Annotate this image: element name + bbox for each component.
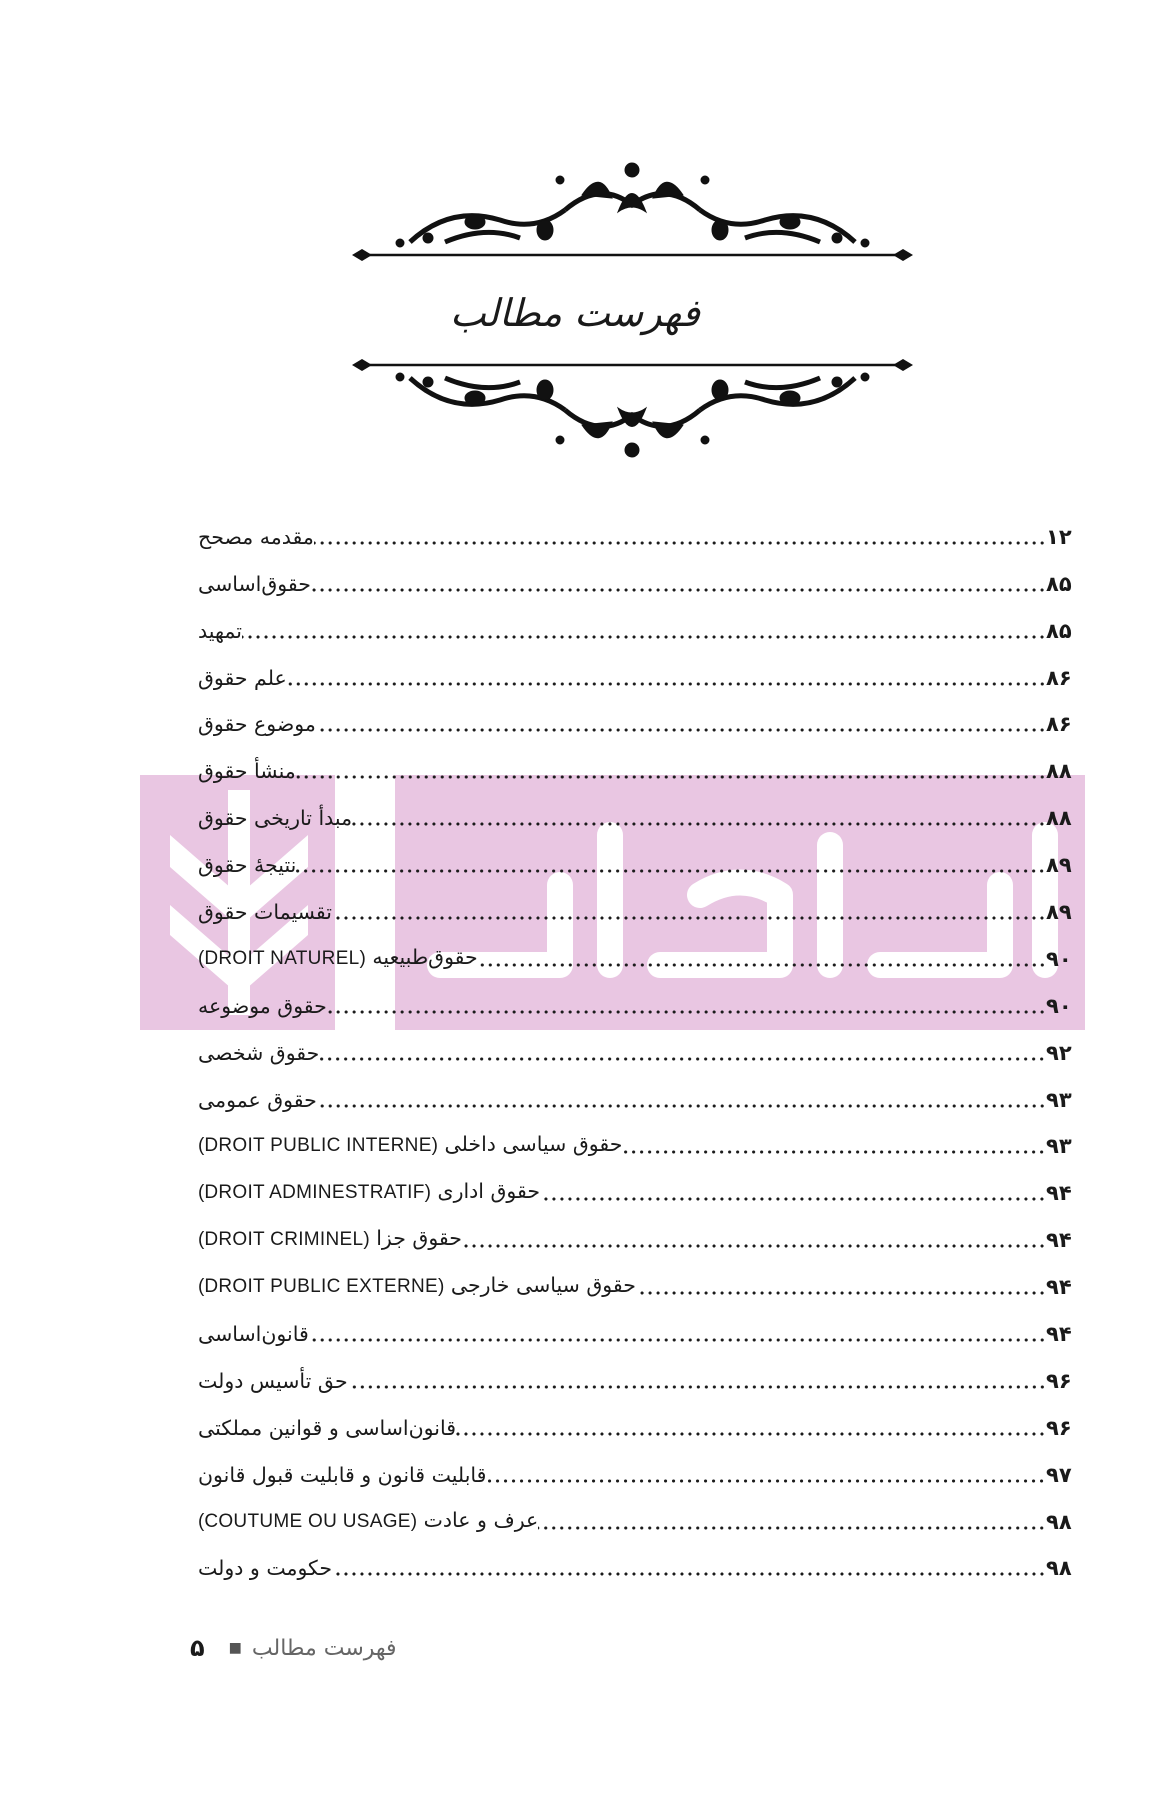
toc-entry-title: حکومت و دولت <box>198 1556 333 1581</box>
toc-entry <box>190 1443 1090 1490</box>
toc-entry-page: ۸۶ <box>1046 712 1072 737</box>
toc-entry-page: ۹۰ <box>1046 993 1072 1018</box>
toc-entry-page: ۸۹ <box>1046 853 1072 878</box>
toc-entry <box>190 786 1090 833</box>
toc-leader-dots <box>242 635 1046 639</box>
toc-entry-page: ۸۸ <box>1046 806 1072 831</box>
toc-entry-title: تمهید <box>198 618 242 643</box>
toc-leader-dots <box>296 869 1046 873</box>
toc-leader-dots <box>311 588 1046 592</box>
toc-leader-dots <box>636 1291 1046 1295</box>
toc-entry-title: حقوق شخصی <box>198 1040 320 1065</box>
toc-entry-page: ۸۶ <box>1046 665 1072 690</box>
toc-entry <box>190 599 1090 646</box>
toc-entry <box>190 1208 1090 1255</box>
toc-entry-page: ۹۸ <box>1046 1509 1072 1534</box>
toc-entry-page: ۹۴ <box>1046 1275 1072 1300</box>
toc-entry-title: قابلیت قانون و قابلیت قبول قانون <box>198 1462 487 1487</box>
toc-entry-page: ۸۹ <box>1046 900 1072 925</box>
toc-entry-french: (DROIT CRIMINEL) <box>198 1229 370 1251</box>
toc-entry <box>190 1396 1090 1443</box>
toc-entry-title: حقوق جزا (DROIT CRIMINEL) <box>198 1226 462 1251</box>
toc-entry-page: ۹۲ <box>1046 1040 1072 1065</box>
toc-leader-dots <box>319 1057 1046 1061</box>
toc-entry-page: ۹۷ <box>1046 1462 1072 1487</box>
toc-entry-page: ۹۶ <box>1046 1415 1072 1440</box>
toc-entry-page: ۹۸ <box>1046 1556 1072 1581</box>
toc-entry-title: حقوق اداری (DROIT ADMINESTRATIF) <box>198 1179 541 1204</box>
toc-entry <box>190 505 1090 552</box>
toc-entry-title: قانون‌اساسی <box>198 1322 309 1347</box>
toc-entry <box>190 833 1090 880</box>
toc-entry-title: علم حقوق <box>198 665 287 690</box>
toc-entry-title: نتیجهٔ حقوق <box>198 853 297 878</box>
toc-entry <box>190 739 1090 786</box>
toc-entry-title: مبدأ تاریخی حقوق <box>198 806 353 831</box>
toc-leader-dots <box>348 1385 1046 1389</box>
toc-leader-dots <box>540 1197 1046 1201</box>
toc-entry-page: ۸۸ <box>1046 759 1072 784</box>
toc-entry-title: حقوق سیاسی داخلی (DROIT PUBLIC INTERNE) <box>198 1132 623 1157</box>
toc-heading: فهرست مطالب <box>450 291 700 335</box>
toc-leader-dots <box>296 775 1046 779</box>
toc-entry <box>190 1490 1090 1537</box>
toc-entry-page: ۱۲ <box>1046 524 1072 549</box>
toc-entry-title: حقوق موضوعه <box>198 993 327 1018</box>
toc-leader-dots <box>352 822 1046 826</box>
toc-entry-french: (DROIT PUBLIC INTERNE) <box>198 1135 439 1157</box>
toc-entry <box>190 1068 1090 1115</box>
toc-entry <box>190 974 1090 1021</box>
toc-entry-page: ۹۴ <box>1046 1181 1072 1206</box>
toc-entry-french: (DROIT NATUREL) <box>198 947 366 969</box>
toc-entry <box>190 1021 1090 1068</box>
toc-leader-dots <box>309 1338 1046 1342</box>
toc-entry <box>190 927 1090 974</box>
toc-entry <box>190 1302 1090 1349</box>
toc-leader-dots <box>462 1244 1046 1248</box>
toc-leader-dots <box>332 1572 1046 1576</box>
footer-separator: ■ <box>228 1640 242 1656</box>
toc-entry-french: (DROIT PUBLIC EXTERNE) <box>198 1276 445 1298</box>
toc-entry-page: ۸۵ <box>1046 618 1072 643</box>
toc-entry-page: ۹۴ <box>1046 1228 1072 1253</box>
ornament-bottom <box>350 345 915 470</box>
toc-entry <box>190 552 1090 599</box>
toc-entry-title: منشأ حقوق <box>198 759 296 784</box>
toc-leader-dots <box>486 1479 1046 1483</box>
toc-entry-title: حقوق سیاسی خارجی (DROIT PUBLIC EXTERNE) <box>198 1273 636 1298</box>
toc-entry-page: ۹۴ <box>1046 1322 1072 1347</box>
toc-entry <box>190 880 1090 927</box>
toc-leader-dots <box>327 1010 1046 1014</box>
toc-leader-dots <box>478 963 1046 967</box>
toc-leader-dots <box>314 541 1046 545</box>
toc-entry <box>190 1349 1090 1396</box>
toc-entry-title: حقوق‌اساسی <box>198 571 311 596</box>
page-footer <box>190 1628 397 1668</box>
toc-entry-french: (COUTUME OU USAGE) <box>198 1510 418 1532</box>
toc-entry-page: ۸۵ <box>1046 571 1072 596</box>
toc-list <box>190 505 1090 1583</box>
toc-entry-title: تقسیمات حقوق <box>198 900 333 925</box>
toc-entry <box>190 1255 1090 1302</box>
toc-leader-dots <box>316 728 1046 732</box>
toc-leader-dots <box>317 1104 1046 1108</box>
toc-leader-dots <box>287 682 1046 686</box>
toc-entry-page: ۹۶ <box>1046 1368 1072 1393</box>
toc-entry-page: ۹۳ <box>1046 1087 1072 1112</box>
toc-entry <box>190 646 1090 693</box>
toc-entry-page: ۹۰ <box>1046 946 1072 971</box>
toc-leader-dots <box>538 1526 1046 1530</box>
toc-leader-dots <box>622 1150 1046 1154</box>
running-title: فهرست مطالب <box>251 1635 397 1661</box>
page-number: ۵ <box>190 1634 205 1662</box>
toc-leader-dots <box>332 916 1046 920</box>
toc-leader-dots <box>456 1432 1046 1436</box>
toc-entry-title: موضوع حقوق <box>198 712 316 737</box>
toc-entry-title: مقدمه مصحح <box>198 524 314 549</box>
toc-entry-title: حقوق عمومی <box>198 1087 317 1112</box>
toc-entry-page: ۹۳ <box>1046 1134 1072 1159</box>
toc-entry-title: عرف و عادت (COUTUME OU USAGE) <box>198 1507 539 1532</box>
toc-entry-title: حق تأسیس دولت <box>198 1368 348 1393</box>
toc-entry <box>190 693 1090 740</box>
ornament-top <box>350 150 915 275</box>
toc-entry-title: حقوق‌طبیعیه (DROIT NATUREL) <box>198 944 478 969</box>
toc-entry <box>190 1537 1090 1584</box>
toc-entry-title: قانون‌اساسی و قوانین مملکتی <box>198 1415 457 1440</box>
toc-entry-french: (DROIT ADMINESTRATIF) <box>198 1182 431 1204</box>
toc-entry <box>190 1115 1090 1162</box>
toc-entry <box>190 1161 1090 1208</box>
